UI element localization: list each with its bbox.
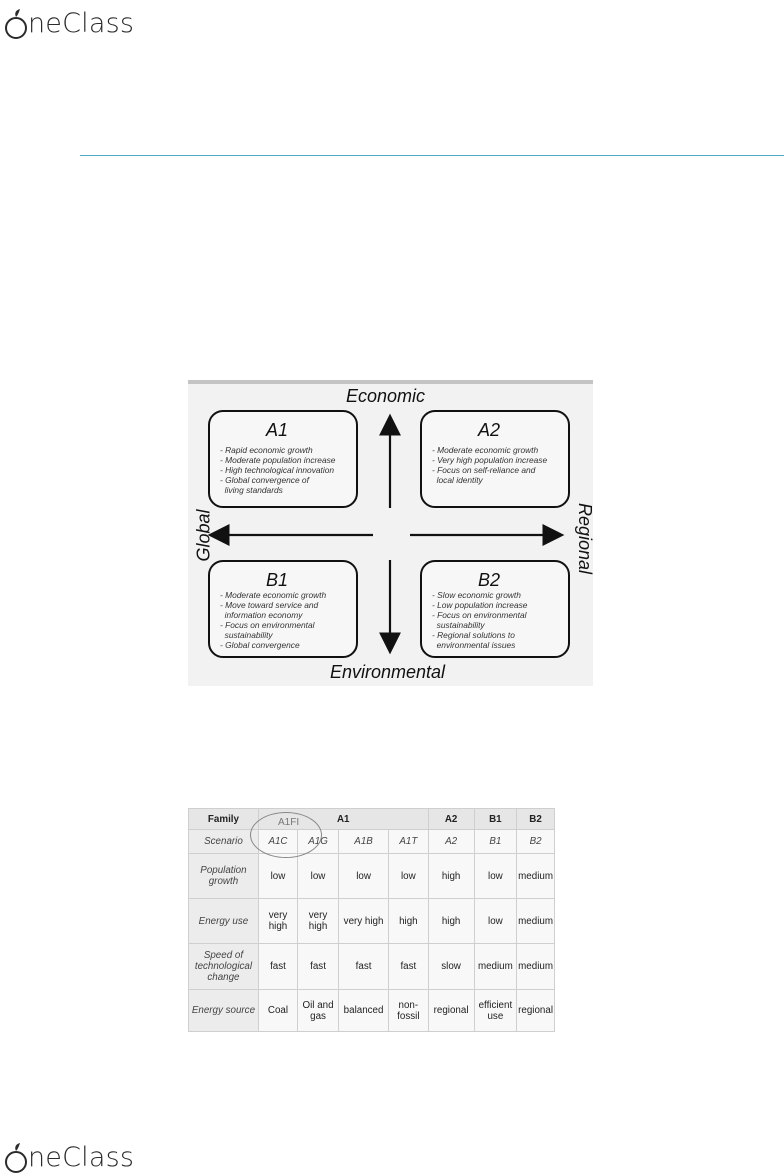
table-row [189, 944, 555, 990]
list-item: - Global convergence of [220, 475, 309, 485]
list-item: information economy [220, 610, 303, 620]
table-cell: high [389, 899, 428, 944]
list-item: - High technological innovation [220, 465, 335, 475]
table-cell: B1 [474, 830, 517, 854]
table-cell: Coal [258, 990, 297, 1032]
axis-label-environmental: Environmental [330, 662, 446, 682]
table-cell: regional [428, 990, 474, 1032]
table-cell: efficient use [474, 990, 517, 1032]
table-cell: A1T [389, 830, 428, 854]
quadrant-title: B2 [478, 570, 501, 590]
row-header: Speed of technological change [189, 944, 259, 990]
axis-label-regional: Regional [575, 502, 596, 575]
table-cell: balanced [338, 990, 388, 1032]
header-divider [80, 155, 784, 156]
table-cell: medium [517, 899, 555, 944]
table-header-row [189, 809, 555, 830]
oneclass-o-icon [4, 8, 30, 40]
list-item: - Focus on self-reliance and [432, 465, 536, 475]
list-item: environmental issues [432, 640, 516, 650]
table-cell: slow [428, 944, 474, 990]
brand-name: neClass [28, 8, 135, 39]
quadrant-box-b1 [208, 560, 358, 658]
quadrant-list [432, 590, 570, 650]
row-header: Scenario [189, 830, 259, 854]
axis-label-economic: Economic [346, 386, 426, 406]
list-item: - Slow economic growth [432, 590, 521, 600]
table-row [189, 899, 555, 944]
header-a2: A2 [428, 809, 474, 830]
table-row-scenario [189, 830, 555, 854]
table-cell: high [428, 899, 474, 944]
table-cell: low [474, 899, 517, 944]
axis-label-global: Global [193, 509, 214, 562]
table-cell: Oil and gas [298, 990, 339, 1032]
table-cell: regional [517, 990, 555, 1032]
table-cell: medium [474, 944, 517, 990]
header-b1: B1 [474, 809, 517, 830]
list-item: - Moderate economic growth [432, 445, 539, 455]
quadrant-list [220, 445, 358, 495]
row-header: Population growth [189, 854, 259, 899]
quadrant-title: B1 [266, 570, 289, 590]
oneclass-logo-bottom[interactable] [4, 1134, 134, 1174]
table-cell: low [298, 854, 339, 899]
a1fi-label: A1FI [278, 817, 300, 828]
table-cell: high [428, 854, 474, 899]
table-cell: low [258, 854, 297, 899]
table-cell: medium [517, 854, 555, 899]
table-cell: low [474, 854, 517, 899]
table-cell: very high [338, 899, 388, 944]
table-cell: very high [298, 899, 339, 944]
table-cell: very high [258, 899, 297, 944]
table-cell: B2 [517, 830, 555, 854]
scenario-table [188, 808, 555, 1032]
oneclass-o-icon [4, 1142, 30, 1174]
table-cell: A1G [298, 830, 339, 854]
list-item: - Regional solutions to [432, 630, 515, 640]
brand-name: neClass [28, 1142, 135, 1173]
list-item: - Focus on environmental [432, 610, 527, 620]
header-b2: B2 [517, 809, 555, 830]
table-cell: fast [258, 944, 297, 990]
row-header: Energy use [189, 899, 259, 944]
table-cell: non-fossil [389, 990, 428, 1032]
list-item: sustainability [220, 630, 273, 640]
list-item: - Moderate economic growth [220, 590, 327, 600]
table-cell: medium [517, 944, 555, 990]
quadrant-title: A2 [478, 420, 501, 440]
table-cell: fast [389, 944, 428, 990]
table-cell: A2 [428, 830, 474, 854]
table-row [189, 854, 555, 899]
table-cell: low [389, 854, 428, 899]
table-cell: A1B [338, 830, 388, 854]
header-family: Family [189, 809, 259, 830]
table-cell: fast [298, 944, 339, 990]
quadrant-list [220, 590, 358, 650]
list-item: - Rapid economic growth [220, 445, 313, 455]
list-item: living standards [220, 485, 283, 495]
list-item: sustainability [432, 620, 485, 630]
quadrant-list [432, 445, 570, 485]
list-item: - Move toward service and [220, 600, 319, 610]
table-cell: low [338, 854, 388, 899]
list-item: - Global convergence [220, 640, 300, 650]
oneclass-logo-top[interactable] [4, 0, 134, 40]
table-row [189, 990, 555, 1032]
list-item: - Moderate population increase [220, 455, 336, 465]
header-a1: A1 [258, 809, 428, 830]
table-cell: fast [338, 944, 388, 990]
quadrant-box-a2 [420, 410, 570, 508]
table-cell: A1C [258, 830, 297, 854]
list-item: - Low population increase [432, 600, 528, 610]
list-item: local identity [432, 475, 483, 485]
quadrant-title: A1 [266, 420, 289, 440]
row-header: Energy source [189, 990, 259, 1032]
scenario-quadrant-figure [188, 380, 596, 686]
quadrant-box-b2 [420, 560, 570, 658]
list-item: - Very high population increase [432, 455, 548, 465]
quadrant-box-a1 [208, 410, 358, 508]
list-item: - Focus on environmental [220, 620, 315, 630]
